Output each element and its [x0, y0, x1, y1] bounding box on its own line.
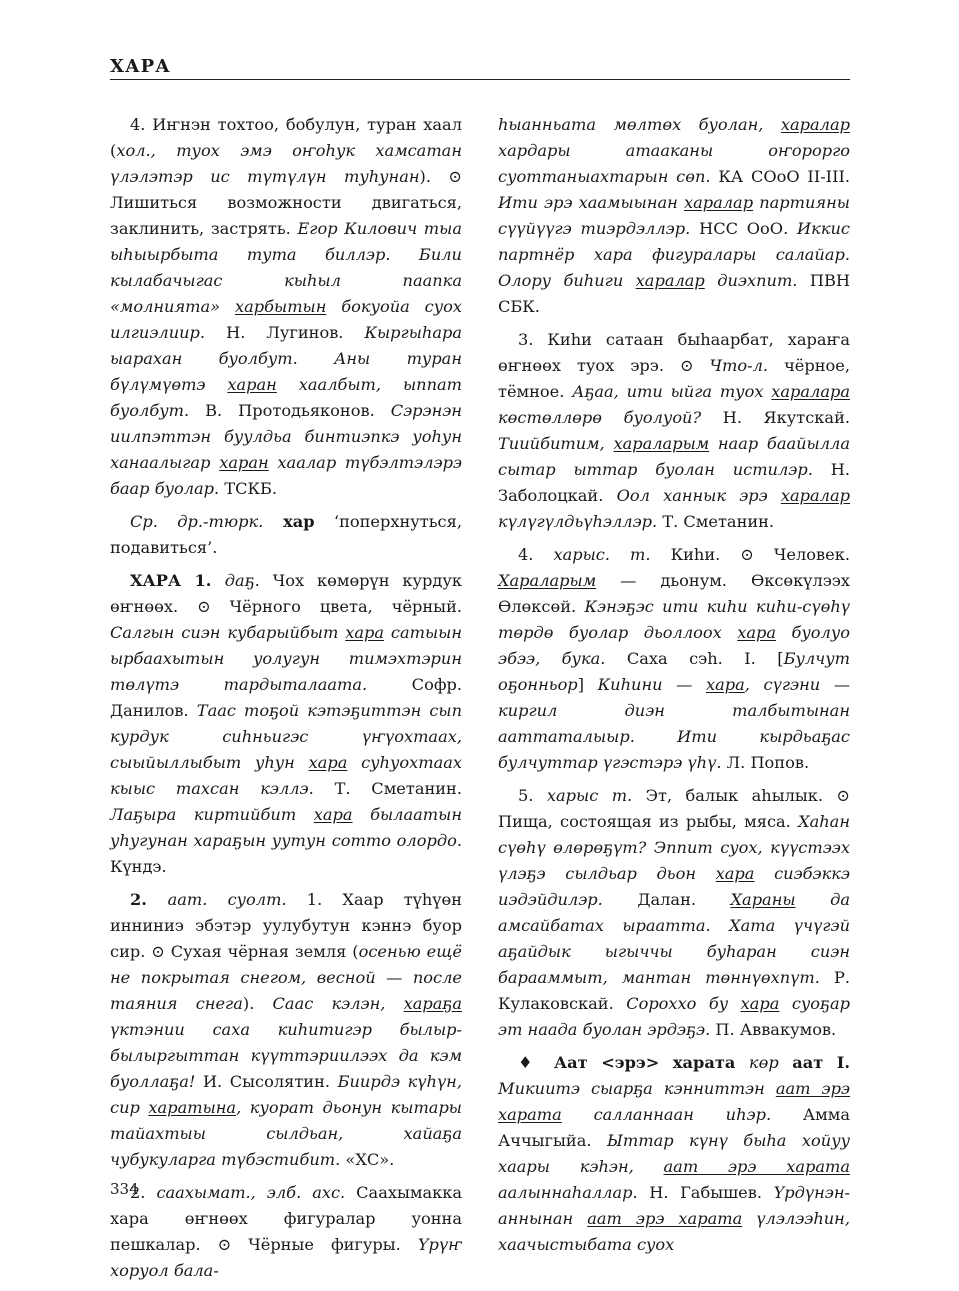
example: һыанньата мөлтөх буолан,: [498, 115, 781, 134]
example: буолуо эбээ, бука.: [498, 623, 850, 668]
source: Н. Заболоцкай.: [498, 460, 850, 505]
headword-in-example: аат эрэ харата: [498, 1079, 850, 1124]
pos-label: аат. суолт.: [167, 890, 287, 909]
left-column: [110, 112, 462, 1291]
entry-paragraph: [498, 112, 850, 320]
headword-in-example: хара: [345, 623, 385, 642]
example: Ыттар күнү быһа хойуу хаары кэһэн,: [498, 1131, 850, 1176]
headword-in-example: аат эрэ харата: [663, 1157, 850, 1176]
page-number: 334: [110, 1180, 139, 1198]
etymology-paragraph: [110, 509, 462, 561]
example: үктэнии саха киһитигэр былыр-былыргыттан күүттэриилээх да кэм буоллаҕа!: [110, 1020, 462, 1091]
example: салланнаан иһэр.: [561, 1105, 772, 1124]
source: КА СОоО II-III.: [710, 167, 851, 186]
example: суһуохтаах кыыс тахсан кэллэ.: [110, 753, 462, 798]
cross-reference-target: аат I.: [778, 1053, 850, 1072]
bracket-note: Булчут оҕонньор: [498, 649, 850, 694]
sense-number: 2.: [130, 1183, 157, 1202]
example: хаалбыт, ыппат буолбут.: [110, 375, 462, 420]
text: — дьонум. Өксөкүлээх Өлөксөй.: [498, 571, 850, 616]
definition: 3. Киһи сатаан быһаарбат, хараҥа өҥнөөх туох эрэ. ⊙: [498, 330, 850, 375]
entry-paragraph: [498, 327, 850, 535]
headword-in-example: харатына: [148, 1098, 237, 1117]
source: Н. Якутскай.: [701, 408, 850, 427]
headword-in-example: харан: [219, 453, 269, 472]
etymon: хар: [263, 512, 315, 531]
headword-in-example: харалар: [635, 271, 705, 290]
entry-paragraph: [498, 783, 850, 1043]
example: сатыын ырбаахытын уолугун тимэхтэрин төлүтэ тардыталаата.: [110, 623, 462, 694]
headword: ХАРА 1.: [130, 571, 225, 590]
etymology-label: Ср. др.-тюрк.: [130, 512, 264, 531]
phrase-headword: ♦ Аат <эрэ> харата: [518, 1053, 749, 1072]
source: Күндэ.: [110, 857, 167, 876]
example: Салгын сиэн кубарыйбыт: [110, 623, 346, 642]
usage-note: хол., туох эмэ оҥоһук хамсатан үлэлэтэр ис түтүлүн туһунан: [110, 141, 462, 186]
example: Таас тоҕой кэтэҕиттэн сып курдук сиһньигэс үҥүохтаах, сыыйыллыбыт уһун: [110, 701, 462, 772]
example: да амсайбатах ыраатта. Хата үчүгэй аҕайдык ыгыччы буһаран сиэн барааммыт, мантан төннүөхпүт.: [498, 890, 850, 987]
example: Ити эрэ хаамыынан: [498, 193, 684, 212]
headword-in-example: хараҕа: [403, 994, 463, 1013]
headword-in-example: харалара: [771, 382, 850, 401]
example: аалыннаһаллар.: [498, 1183, 638, 1202]
running-head: ХАРА: [110, 56, 171, 77]
definition: Чох көмөрүн курдук өҥнөөх. ⊙ Чёрного цвета, чёрный.: [110, 571, 462, 616]
headword-in-example: аат эрэ харата: [587, 1209, 743, 1228]
headword-in-example: хара: [740, 994, 780, 1013]
sense-number: 2.: [130, 890, 168, 909]
example: Кыргыһара ыарахан буолбут. Аны туран бүлүмүөтэ: [110, 323, 462, 394]
example: үлэлээһин, хаачыстыбата суох: [498, 1209, 850, 1254]
example: бокуойа суох илгиэлиир.: [110, 297, 462, 342]
right-column: [498, 112, 850, 1265]
example: Сороххо бу: [626, 994, 741, 1013]
headword-in-example: Хараларым: [498, 571, 597, 590]
headword-in-example: харбытын: [234, 297, 327, 316]
example: Оол ханнык эрэ: [616, 486, 781, 505]
text: ).: [242, 994, 273, 1013]
sense-number: 4.: [518, 545, 554, 564]
headword-in-example: харалар: [780, 115, 850, 134]
text: 4. Иҥнэн тохтоо, бобулун, туран хаал (: [110, 115, 462, 160]
source: Т. Сметанин.: [657, 512, 775, 531]
source: Софр. Данилов.: [110, 675, 462, 720]
headword-in-example: хара: [705, 675, 745, 694]
example: сиэбэккэ иэдэйдилэр.: [498, 864, 850, 909]
headword-in-example: хара: [737, 623, 777, 642]
headword-in-example: харалар: [780, 486, 851, 505]
example: Егор Килович тыа ыһыырбыта тута биллэр. Били кылабачыгас кыһыл паапка «молнията»: [110, 219, 462, 316]
source: Н. Габышев.: [637, 1183, 774, 1202]
usage-note: харыс. т.: [553, 545, 651, 564]
example: суоҕар эт наада буолан эрдэҕэ.: [498, 994, 850, 1039]
example: Үрдүнэн-аннынан: [498, 1183, 850, 1228]
headword-in-example: харан: [227, 375, 277, 394]
header-rule: [110, 79, 850, 80]
example: хардары атааканы оҥорорго суоттаныахтарын сөп.: [498, 141, 850, 186]
example: күлүгүлдьүһэллэр.: [498, 512, 658, 531]
text: ]: [577, 675, 598, 694]
source: Р. Кулаковскай.: [498, 968, 850, 1013]
source: ПВН СБК.: [498, 271, 850, 316]
example: Тиийбитим,: [498, 434, 614, 453]
example: хаалар түбэлтэлэрэ баар буолар.: [110, 453, 463, 498]
example: диэхпит.: [704, 271, 798, 290]
headword-in-example: хара: [313, 805, 353, 824]
source: Амма Аччыгыйа.: [498, 1105, 850, 1150]
source: Н. Лугинов.: [205, 323, 365, 342]
example: Хаһан сүөһү өлөрөҕүт? Эппит суох, күүстээх үлэҕэ сылдьар дьон: [498, 812, 850, 883]
entry-paragraph: [110, 568, 462, 880]
gloss: ‘поперхнуться, подавиться’.: [110, 512, 462, 557]
definition: Эт, балык аһылык. ⊙ Пища, состоящая из рыбы, мяса.: [498, 786, 850, 831]
usage-note: харыс т.: [546, 786, 633, 805]
definition: Киһи. ⊙ Человек.: [650, 545, 850, 564]
headword-in-example: хара: [308, 753, 348, 772]
source: НСС ОоО.: [690, 219, 798, 238]
definition: 1. Хаар түһүөн инниниэ эбэтэр уулубутун кэннэ буор сир. ⊙ Сухая чёрная земля (: [110, 890, 462, 961]
usage-note: саахымат., элб. ахс.: [156, 1183, 346, 1202]
example: Киһини —: [597, 675, 706, 694]
cross-reference-label: көр: [748, 1053, 779, 1072]
entry-paragraph: [110, 112, 462, 502]
example: Аҕаа, ити ыйга туох: [572, 382, 772, 401]
definition-note: осенью ещё не покрытая снегом, весной — после таяния снега: [110, 942, 462, 1013]
example: партияны сүүйүүгэ тиэрдэллэр.: [498, 193, 850, 238]
example: Сэрэнэн иилпэттэн буулдьа бинтиэпкэ уоһун ханаалыгар: [110, 401, 462, 472]
source: В. Протодьяконов.: [189, 401, 391, 420]
example: Микиитэ сыарҕа кэнниттэн: [498, 1079, 776, 1098]
source: И. Сысолятин.: [195, 1072, 338, 1091]
entry-paragraph: [498, 542, 850, 776]
source: Саха сэһ. I. [: [605, 649, 784, 668]
example: Биирдэ күһүн, сир: [110, 1072, 462, 1117]
headword-in-example: харалар: [683, 193, 754, 212]
definition: Саахымакка хара өҥнөөх фигуралар уонна пешкалар. ⊙ Чёрные фигуры.: [110, 1183, 462, 1254]
headword-in-example: хара: [715, 864, 755, 883]
source: Т. Сметанин.: [313, 779, 462, 798]
pos-label: даҕ.: [224, 571, 260, 590]
headword-in-example: хараларым: [613, 434, 710, 453]
source: П. Аввакумов.: [710, 1020, 837, 1039]
example: , куорат дьонун кытары тайахтыы сылдьан, хайаҕа чубукуларга түбэстибит.: [110, 1098, 462, 1169]
example: көстөллөрө буолуой?: [498, 408, 702, 427]
example: Кэнэҕэс ити киһи киһи-сүөһү төрдө буолар дьоллоох: [498, 597, 851, 642]
headword-in-example: Хараны: [730, 890, 796, 909]
example: Саас кэлэн,: [272, 994, 404, 1013]
entry-paragraph: [110, 887, 462, 1173]
source: Далан.: [602, 890, 731, 909]
abbreviation: Что-л.: [709, 356, 769, 375]
source: ТСКБ.: [219, 479, 278, 498]
source: «ХС».: [340, 1150, 395, 1169]
entry-paragraph: [498, 1050, 850, 1258]
sense-number: 5.: [518, 786, 547, 805]
example: наар баайылла сытар ыттар буолан истилэр.: [498, 434, 850, 479]
example: Үрүҥ хоруол бала-: [110, 1235, 462, 1280]
example: Иккис партнёр хара фигуралары салайар. Олору биһиги: [498, 219, 850, 290]
example: Лаҕыра киртийбит: [110, 805, 314, 824]
entry-paragraph: [110, 1180, 462, 1284]
source: Л. Попов.: [721, 753, 810, 772]
text: ). ⊙ Лишиться возможности двигаться, заклинить, застрять.: [110, 167, 462, 238]
definition: чёрное, тёмное.: [498, 356, 850, 401]
example: , сүгэни — киргил диэн талбытынан ааттаталыыр. Ити кырдьаҕас булчуттар үгэстэрэ үһү.: [498, 675, 851, 772]
example: былаатын уһугунан хараҕын уутун сотто олордо.: [110, 805, 462, 850]
